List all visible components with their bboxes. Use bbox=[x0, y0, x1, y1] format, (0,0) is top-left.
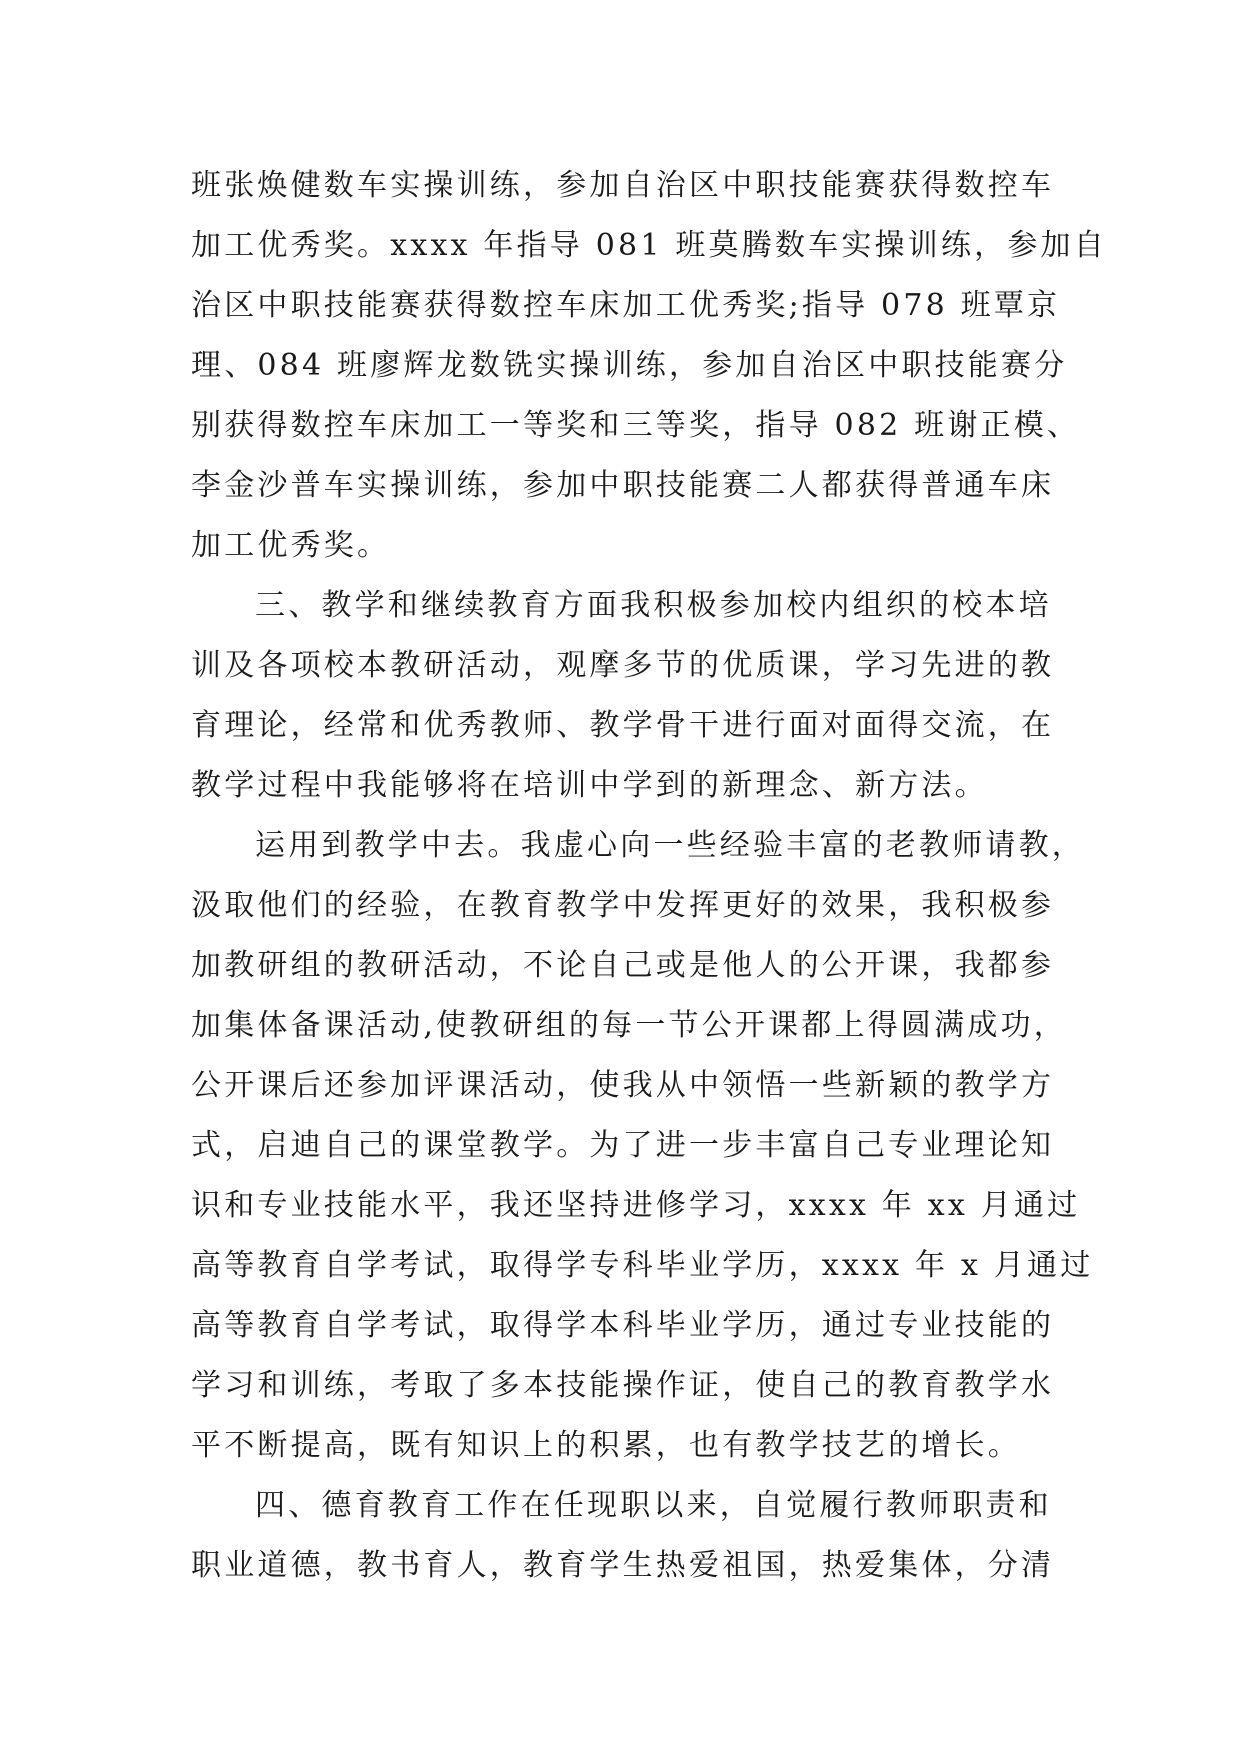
text-line: 平不断提高，既有知识上的积累，也有教学技艺的增长。 bbox=[191, 1428, 1021, 1463]
text-line: 高等教育自学考试，取得学专科毕业学历，xxxx 年 x 月通过 bbox=[191, 1248, 1094, 1283]
text-line: 育理论，经常和优秀教师、教学骨干进行面对面得交流，在 bbox=[191, 708, 1055, 743]
text-line: 汲取他们的经验，在教育教学中发挥更好的效果，我积极参 bbox=[191, 888, 1055, 923]
text-line: 公开课后还参加评课活动，使我从中领悟一些新颖的教学方 bbox=[191, 1068, 1055, 1103]
text-line: 识和专业技能水平，我还坚持进修学习，xxxx 年 xx 月通过 bbox=[191, 1188, 1081, 1223]
paragraph-first-line: 三、教学和继续教育方面我积极参加校内组织的校本培 bbox=[255, 588, 1052, 623]
text-line: 式，启迪自己的课堂教学。为了进一步丰富自己专业理论知 bbox=[191, 1128, 1055, 1163]
text-line: 教学过程中我能够将在培训中学到的新理念、新方法。 bbox=[191, 768, 988, 803]
text-line: 别获得数控车床加工一等奖和三等奖，指导 082 班谢正模、 bbox=[191, 408, 1081, 443]
text-line: 加工优秀奖。xxxx 年指导 081 班莫腾数车实操训练，参加自 bbox=[191, 228, 1107, 263]
text-line: 加集体备课活动,使教研组的每一节公开课都上得圆满成功， bbox=[191, 1008, 1067, 1043]
text-line: 班张焕健数车实操训练，参加自治区中职技能赛获得数控车 bbox=[191, 168, 1055, 203]
text-line: 学习和训练，考取了多本技能操作证，使自己的教育教学水 bbox=[191, 1368, 1055, 1403]
paragraph-first-line: 四、德育教育工作在任现职以来，自觉履行教师职责和 bbox=[255, 1488, 1052, 1523]
text-line: 加教研组的教研活动，不论自己或是他人的公开课，我都参 bbox=[191, 948, 1055, 983]
document-body bbox=[191, 156, 1107, 1596]
text-line: 加工优秀奖。 bbox=[191, 528, 391, 563]
text-line: 高等教育自学考试，取得学本科毕业学历，通过专业技能的 bbox=[191, 1308, 1055, 1343]
text-line: 李金沙普车实操训练，参加中职技能赛二人都获得普通车床 bbox=[191, 468, 1055, 503]
paragraph-first-line: 运用到教学中去。我虚心向一些经验丰富的老教师请教， bbox=[255, 828, 1085, 863]
text-line: 治区中职技能赛获得数控车床加工优秀奖;指导 078 班覃京 bbox=[191, 288, 1061, 323]
text-line: 职业道德，教书育人，教育学生热爱祖国，热爱集体，分清 bbox=[191, 1548, 1055, 1583]
text-line: 训及各项校本教研活动，观摩多节的优质课，学习先进的教 bbox=[191, 648, 1055, 683]
text-line: 理、084 班廖辉龙数铣实操训练，参加自治区中职技能赛分 bbox=[191, 348, 1068, 383]
